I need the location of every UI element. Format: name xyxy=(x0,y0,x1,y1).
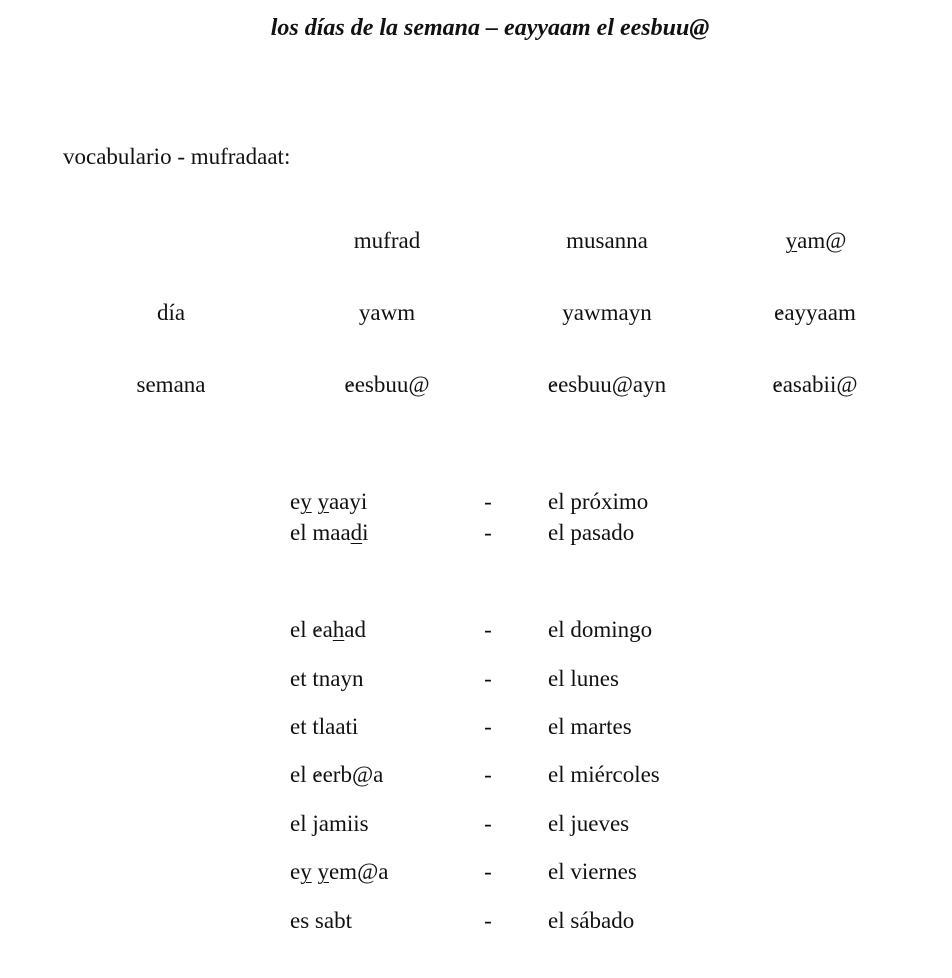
underlined-letter: h xyxy=(332,617,345,642)
hamza-letter: e xyxy=(312,617,323,642)
underlined-letter: y xyxy=(317,489,329,514)
underlined-letter: y xyxy=(300,489,312,514)
text-part: el xyxy=(290,617,313,642)
day-friday-meaning: el viernes xyxy=(548,859,637,884)
dash-separator: - xyxy=(484,489,492,514)
text-part: e xyxy=(290,859,301,884)
day-thursday-meaning: el jueves xyxy=(548,811,630,836)
week-singular xyxy=(344,373,429,396)
page-title xyxy=(0,16,952,40)
dash-separator: - xyxy=(484,762,492,787)
hamza-letter: e xyxy=(619,15,631,41)
modifier-past-meaning: el pasado xyxy=(548,520,635,545)
day-plural xyxy=(774,301,856,324)
text-part: e xyxy=(290,489,301,514)
title-word-1: ayyaam el xyxy=(514,15,620,41)
day-wednesday-meaning: el miércoles xyxy=(548,762,660,787)
week-singular-rest: esbuu@ xyxy=(354,372,430,397)
text-part: ad xyxy=(344,617,367,642)
header-plural xyxy=(786,229,847,252)
week-plural-rest: asabii@ xyxy=(782,372,858,397)
title-prefix: los días de la semana – xyxy=(270,15,505,41)
dash-separator: - xyxy=(484,908,492,933)
hamza-letter: e xyxy=(774,300,785,325)
hamza-letter: e xyxy=(504,15,515,41)
dash-separator: - xyxy=(484,714,492,739)
day-sunday-term xyxy=(290,618,366,641)
day-monday-term: et tnayn xyxy=(290,666,364,691)
title-word-2: esbuu@ xyxy=(630,15,710,41)
text-part: erb@a xyxy=(322,762,384,787)
dash-separator: - xyxy=(484,617,492,642)
text-part: el xyxy=(290,762,313,787)
day-monday-meaning: el lunes xyxy=(548,666,619,691)
day-saturday-term: es sabt xyxy=(290,908,352,933)
header-singular: mufrad xyxy=(353,228,421,253)
week-plural xyxy=(772,373,857,396)
header-dual: musanna xyxy=(566,228,648,253)
text-part: el maa xyxy=(290,520,351,545)
day-singular: yawm xyxy=(358,300,416,325)
dash-separator: - xyxy=(484,811,492,836)
text-part: em@a xyxy=(328,859,389,884)
hamza-letter: e xyxy=(772,372,783,397)
day-plural-rest: ayyaam xyxy=(784,300,856,325)
dash-separator: - xyxy=(484,666,492,691)
day-saturday-meaning: el sábado xyxy=(548,908,635,933)
day-friday-term xyxy=(290,860,388,883)
dash-separator: - xyxy=(484,859,492,884)
underlined-letter: y xyxy=(300,859,312,884)
text-part: aayi xyxy=(328,489,368,514)
header-plural-rest: am@ xyxy=(797,228,847,253)
modifier-past-term xyxy=(290,521,369,544)
week-dual xyxy=(548,373,666,396)
hamza-letter: e xyxy=(312,762,323,787)
underlined-letter: y xyxy=(785,228,798,253)
day-tuesday-term: et tlaati xyxy=(290,714,359,739)
day-tuesday-meaning: el martes xyxy=(548,714,632,739)
text-part: a xyxy=(322,617,333,642)
week-dual-rest: esbuu@ayn xyxy=(558,372,667,397)
row-label-week: semana xyxy=(136,372,206,397)
modifier-next-meaning: el próximo xyxy=(548,489,649,514)
underlined-letter: d xyxy=(350,520,363,545)
day-thursday-term: el jamiis xyxy=(290,811,369,836)
text-part: i xyxy=(362,520,369,545)
day-wednesday-term xyxy=(290,763,383,786)
day-dual: yawmayn xyxy=(562,300,652,325)
dash-separator: - xyxy=(484,520,492,545)
hamza-letter: e xyxy=(547,372,559,397)
vocabulary-heading: vocabulario - mufradaat: xyxy=(63,144,291,169)
row-label-day: día xyxy=(156,300,186,325)
day-sunday-meaning: el domingo xyxy=(548,617,653,642)
modifier-next-term xyxy=(290,490,367,513)
underlined-letter: y xyxy=(317,859,329,884)
hamza-letter: e xyxy=(344,372,355,397)
